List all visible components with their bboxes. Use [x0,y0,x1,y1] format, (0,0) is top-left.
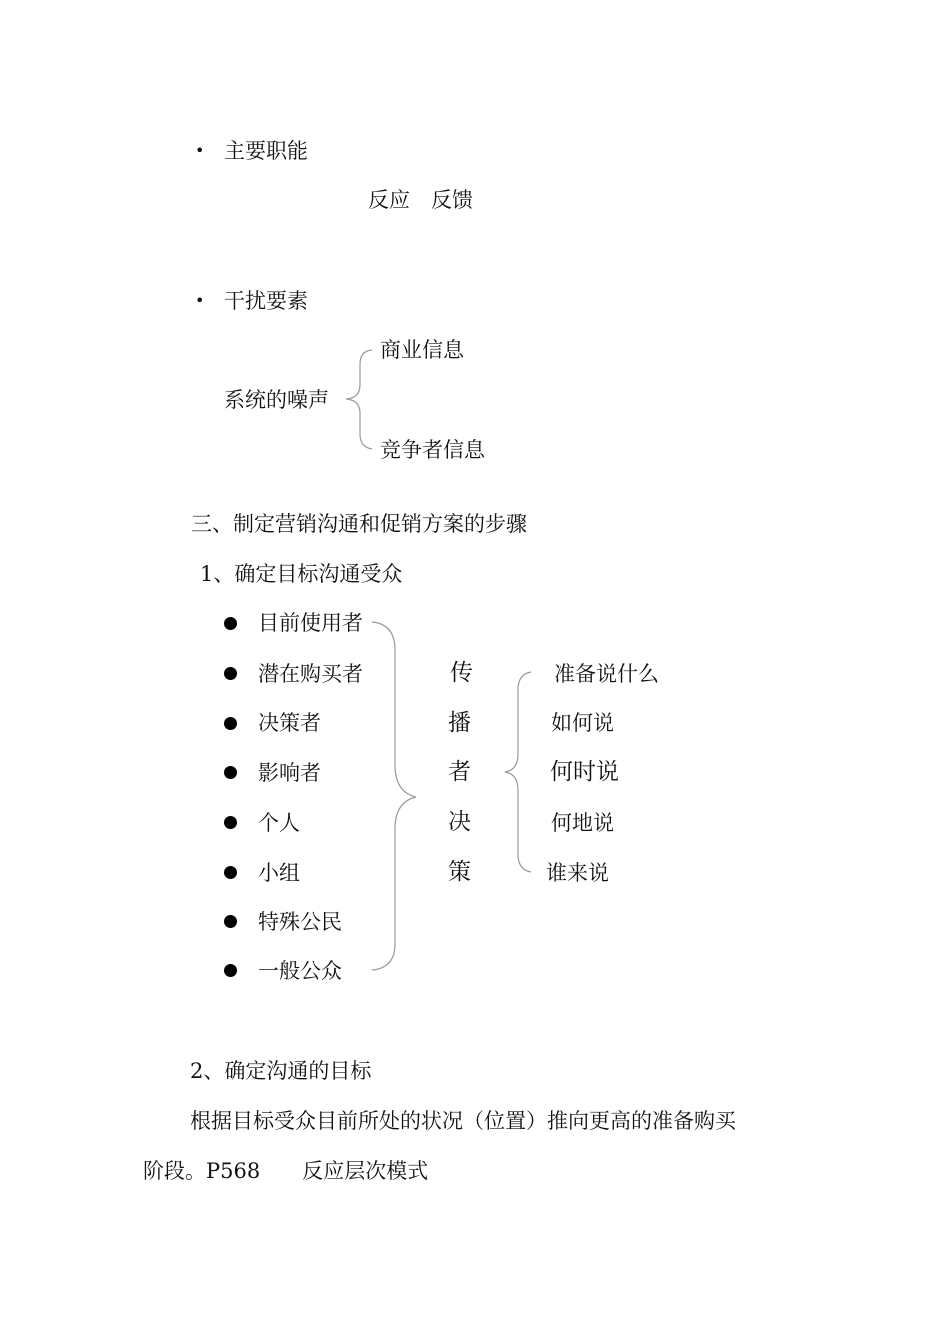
question-brace [505,672,531,872]
step-2-paragraph-line2: 阶段。P568 反应层次模式 [143,1159,429,1183]
decision-char: 者 [448,759,471,785]
question-item: 谁来说 [546,861,609,885]
audience-item: 小组 [258,861,300,885]
audience-item: 影响者 [258,761,321,785]
functions-items: 反应 反馈 [368,188,473,212]
audience-brace [372,622,416,970]
audience-item: 目前使用者 [258,611,363,635]
question-item: 何时说 [550,759,619,785]
decision-char: 决 [448,809,471,835]
step-2-paragraph-line1: 根据目标受众目前所处的状况（位置）推向更高的准备购买 [190,1109,736,1133]
decision-char: 策 [448,859,471,885]
decision-char: 传 [450,660,473,686]
bullet-icon: • [195,291,205,310]
step-2-title: 2、确定沟通的目标 [190,1059,372,1083]
noise-label: 系统的噪声 [224,388,329,412]
audience-item: 特殊公民 [258,910,342,934]
noise-brace [346,350,372,449]
step-1-title: 1、确定目标沟通受众 [200,562,403,586]
audience-item: 决策者 [258,711,321,735]
audience-item: 潜在购买者 [258,662,363,686]
question-item: 准备说什么 [554,662,659,686]
decision-char: 播 [448,710,471,736]
interference-heading: 干扰要素 [224,289,308,313]
audience-item: 一般公众 [258,959,342,983]
bullet-icon: • [195,141,205,160]
section-3-title: 三、制定营销沟通和促销方案的步骤 [191,512,527,536]
question-item: 如何说 [551,711,614,735]
functions-heading: 主要职能 [224,139,308,163]
branch-competitor-info: 竞争者信息 [380,438,485,462]
branch-commercial-info: 商业信息 [380,338,464,362]
audience-item: 个人 [258,811,300,835]
question-item: 何地说 [551,811,614,835]
